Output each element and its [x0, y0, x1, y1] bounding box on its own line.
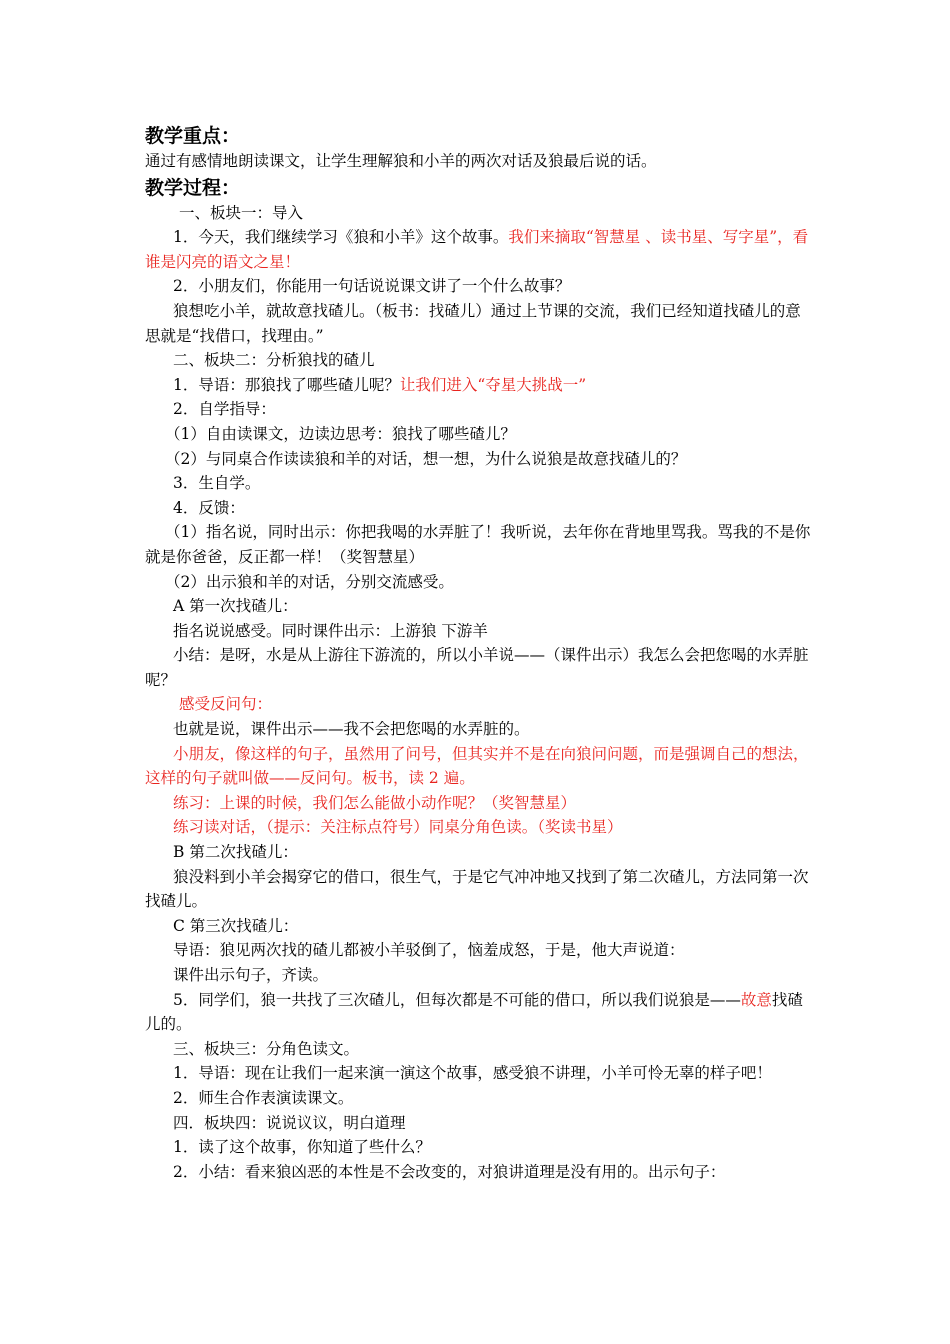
section-1-item-1: [145, 225, 813, 274]
part-a-rhetorical-heading: 感受反问句：: [179, 695, 273, 714]
part-a-summary: 小结：是呀，水是从上游往下游流的，所以小羊说——（课件出示）我怎么会把您喝的水弄脏呢？: [145, 646, 809, 689]
section-4-item-1: 1．读了这个故事，你知道了些什么？: [173, 1138, 431, 1157]
section-2-item-4b: （2）出示狼和羊的对话，分别交流感受。: [165, 572, 454, 591]
part-c-reading: 课件出示句子，齐读。: [173, 966, 329, 984]
section-1-item-2: 2．小朋友们，你能用一句话说说课文讲了一个什么故事？: [173, 277, 571, 296]
part-a-exercise: 练习：上课的时候，我们怎么能做小动作呢？（奖智慧星）: [173, 793, 577, 812]
focus-heading: 教学重点：: [145, 125, 241, 147]
item-5-text-b: 找碴儿的。: [145, 990, 803, 1034]
section-1-title: 一、板块一：导入: [179, 203, 304, 222]
part-a-meaning: 也就是说，课件出示——我不会把您喝的水弄脏的。: [173, 720, 530, 739]
part-a-rhetorical-explanation: 小朋友，像这样的句子，虽然用了问号，但其实并不是在向狼问问题，而是强调自己的想法，这样的句子就叫做——反问句。板书，读 2 遍。: [145, 744, 809, 788]
section-2-item-1: [145, 373, 813, 398]
item-highlight: 让我们进入“夺星大挑战一”: [399, 375, 587, 394]
part-a-feeling: 指名说说感受。同时课件出示：上游狼 下游羊: [173, 621, 488, 640]
section-2-item-4: 4．反馈：: [173, 498, 245, 517]
section-1-item-3: 狼想吃小羊，就故意找碴儿。（板书：找碴儿）通过上节课的交流，我们已经知道找碴儿的意思就是“找借口，找理由。”: [145, 301, 801, 345]
item-text: 1．导语：那狼找了哪些碴儿呢？: [173, 375, 400, 394]
lesson-plan-body: [145, 124, 813, 1184]
item-5-highlight: 故意: [740, 990, 772, 1009]
section-2-item-2: 2．自学指导：: [173, 400, 276, 419]
part-c-title: C 第三次找碴儿：: [173, 916, 299, 935]
section-2-item-4a: （1）指名说，同时出示：你把我喝的水弄脏了！我听说，去年你在背地里骂我。骂我的不是你就是你爸爸，反正都一样！（奖智慧星）: [145, 523, 811, 566]
section-2-item-2b: （2）与同桌合作读读狼和羊的对话，想一想，为什么说狼是故意找碴儿的？: [165, 449, 687, 468]
part-c-intro: 导语：狼见两次找的碴儿都被小羊驳倒了，恼羞成怒，于是，他大声说道：: [173, 941, 685, 960]
part-a-title: A 第一次找碴儿：: [173, 597, 298, 616]
part-b-text: 狼没料到小羊会揭穿它的借口，很生气，于是它气冲冲地又找到了第二次碴儿，方法同第一次找碴儿。: [145, 867, 809, 911]
section-3-item-2: 2．师生合作表演读课文。: [173, 1088, 354, 1107]
section-4-title: 四．板块四：说说议议，明白道理: [173, 1113, 406, 1132]
section-2-item-3: 3．生自学。: [173, 474, 261, 493]
part-b-title: B 第二次找碴儿：: [173, 843, 298, 862]
section-3-title: 三、板块三：分角色读文。: [173, 1039, 360, 1058]
item-1-highlight: 我们来摘取“智慧星 、读书星、写字星”，看谁是闪亮的语文之星！: [145, 228, 809, 271]
section-2-title: 二、板块二：分析狼找的碴儿: [173, 351, 375, 370]
part-a-reading-practice: 练习读对话，（提示：关注标点符号）同桌分角色读。（奖读书星）: [173, 818, 623, 837]
section-2-item-2a: （1）自由读课文，边读边思考：狼找了哪些碴儿？: [165, 424, 516, 443]
focus-text: 通过有感情地朗读课文，让学生理解狼和小羊的两次对话及狼最后说的话。: [145, 152, 657, 170]
section-3-item-1: 1．导语：现在让我们一起来演一演这个故事，感受狼不讲理，小羊可怜无辜的样子吧！: [173, 1064, 772, 1083]
section-4-item-2: 2．小结：看来狼凶恶的本性是不会改变的，对狼讲道理是没有用的。出示句子：: [173, 1162, 726, 1181]
item-5-text-a: 5．同学们，狼一共找了三次碴儿，但每次都是不可能的借口，所以我们说狼是——: [173, 990, 741, 1009]
process-heading: 教学过程：: [145, 176, 241, 199]
section-2-item-5: [145, 988, 813, 1037]
item-1-text: 1．今天，我们继续学习《狼和小羊》这个故事。: [173, 228, 509, 247]
